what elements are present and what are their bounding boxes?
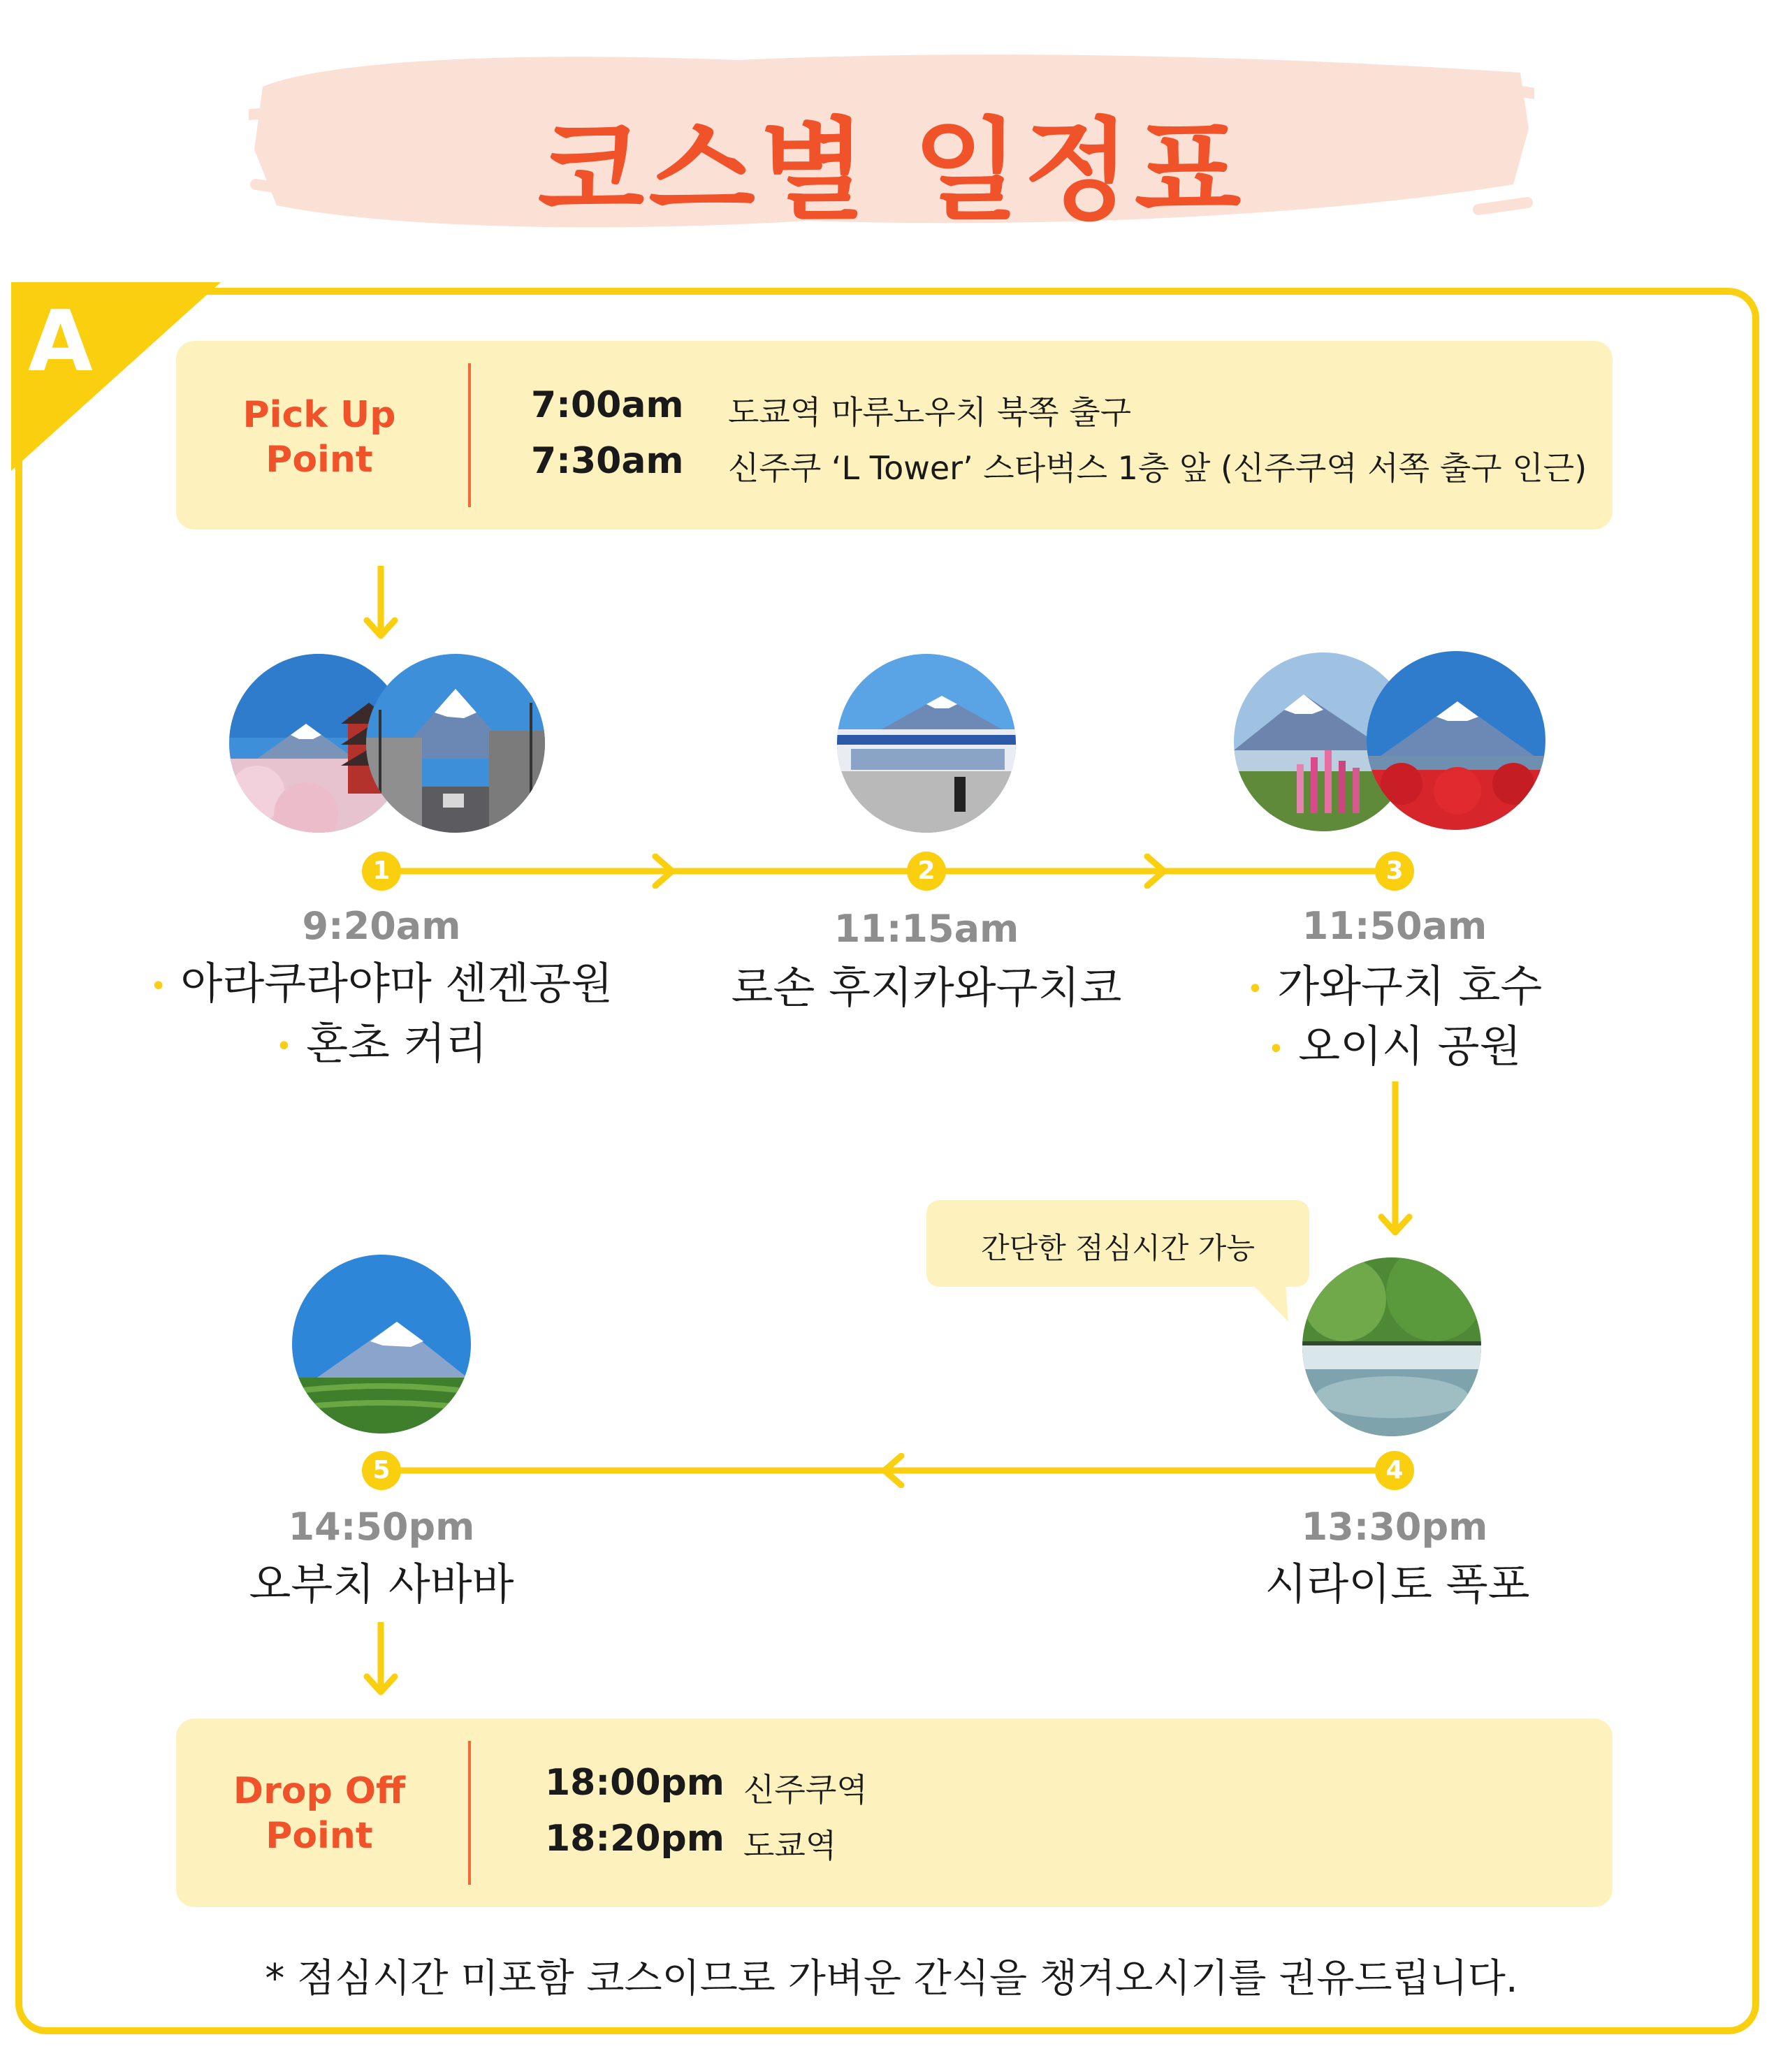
pickup-title-line2: Point <box>265 439 373 481</box>
stop-2-marker: 2 <box>907 852 946 891</box>
down-arrow-icon <box>363 566 398 643</box>
stop-4-name-1: 시라이토 폭포 <box>1265 1559 1530 1610</box>
dropoff-place-2: 도쿄역 <box>743 1827 837 1865</box>
stop-3-time: 11:50am <box>1302 904 1487 948</box>
shiraito-falls-photo <box>1302 1257 1481 1436</box>
stop-4-marker: 4 <box>1375 1451 1414 1490</box>
bullet-icon: • <box>150 970 167 1002</box>
stop-3-name-1-text: 가와구치 호수 <box>1277 961 1543 1012</box>
down-arrow-icon <box>1378 1081 1413 1239</box>
dropoff-title-line1: Drop Off <box>233 1770 406 1812</box>
pickup-place-2: 신주쿠 ‘L Tower’ 스타벅스 1층 앞 (신주쿠역 서쪽 출구 인근) <box>728 449 1587 487</box>
course-label: A <box>28 293 93 391</box>
stop-2-time: 11:15am <box>834 907 1019 951</box>
stop-1-name-2 <box>67 1009 696 1071</box>
pickup-panel <box>176 341 1613 530</box>
stop-1-name-1-text: 아라쿠라야마 센겐공원 <box>180 958 613 1009</box>
down-arrow-icon <box>363 1622 398 1699</box>
stop-3-name-1 <box>1080 951 1709 1014</box>
oishi-park-photo <box>1367 651 1545 830</box>
stop-1-marker: 1 <box>362 852 401 891</box>
dropoff-panel <box>176 1719 1613 1907</box>
stop-3-name-2-text: 오이시 공원 <box>1298 1021 1522 1072</box>
right-arrow-icon <box>1143 854 1171 889</box>
dropoff-title-line2: Point <box>265 1815 373 1857</box>
stop-1-name-2-text: 혼초 커리 <box>306 1018 488 1069</box>
dropoff-place-1: 신주쿠역 <box>743 1771 868 1809</box>
lawson-photo <box>837 654 1016 833</box>
timeline-row-1 <box>380 854 1397 889</box>
honcho-street-photo <box>366 654 545 833</box>
pickup-time-2: 7:30am <box>531 440 684 482</box>
dropoff-title <box>176 1769 463 1858</box>
stop-5-marker: 5 <box>362 1451 401 1490</box>
pickup-title-line1: Pick Up <box>242 394 396 436</box>
left-arrow-icon <box>878 1453 905 1488</box>
bullet-icon: • <box>1267 1033 1285 1065</box>
stop-3-marker: 3 <box>1375 852 1414 891</box>
stop-1-time: 9:20am <box>302 904 461 948</box>
dropoff-time-2: 18:20pm <box>545 1818 725 1860</box>
lunch-note-text: 간단한 점심시간 가능 <box>981 1231 1255 1265</box>
dropoff-time-1: 18:00pm <box>545 1762 725 1804</box>
stop-4-time: 13:30pm <box>1301 1505 1488 1549</box>
pickup-place-1: 도쿄역 마루노우치 북쪽 출구 <box>728 393 1132 431</box>
stop-1-name-1 <box>67 949 696 1011</box>
pickup-title <box>176 393 463 482</box>
pickup-divider <box>468 363 471 507</box>
footnote: * 점심시간 미포함 코스이므로 가벼운 간식을 챙겨오시기를 권유드립니다. <box>265 1956 1518 2001</box>
speech-bubble-tail-icon <box>1251 1283 1293 1325</box>
stop-5-name-1: 오부치 사바바 <box>249 1559 514 1610</box>
bullet-icon: • <box>275 1030 293 1063</box>
stop-5-time: 14:50pm <box>288 1505 475 1549</box>
page-title: 코스별 일정표 <box>537 107 1246 235</box>
right-arrow-icon <box>651 854 679 889</box>
stop-3-name-2 <box>1080 1012 1709 1074</box>
obuchi-sasaba-photo <box>292 1255 471 1433</box>
bullet-icon: • <box>1246 972 1264 1005</box>
pickup-time-1: 7:00am <box>531 384 684 426</box>
stop-2-name-1: 로손 후지카와구치코 <box>731 962 1122 1013</box>
lunch-note-bubble <box>926 1200 1309 1287</box>
dropoff-divider <box>468 1741 471 1885</box>
